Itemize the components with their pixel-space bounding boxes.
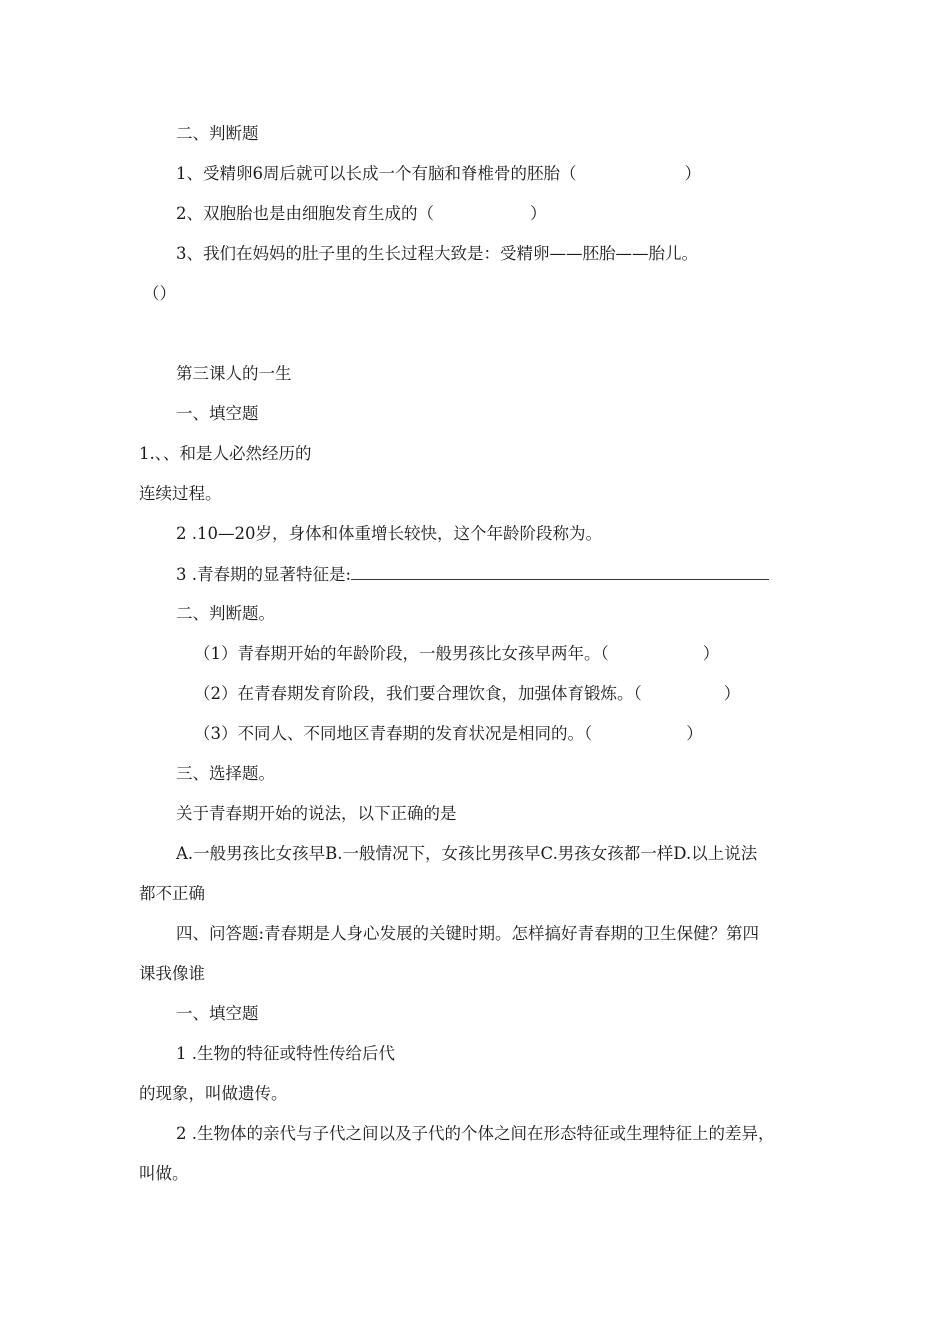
lesson4-fill-1b: 的现象，叫做遗传。 xyxy=(139,1084,288,1103)
judge-item-2-text: 2、双胞胎也是由细胞发育生成的（ xyxy=(176,204,434,223)
judge-item-2-close: ） xyxy=(530,204,547,223)
lesson4-fill-2b: 叫做。 xyxy=(139,1164,189,1183)
lesson3-judge-3-text: （3）不同人、不同地区青春期的发育状况是相同的。（ xyxy=(194,724,593,743)
lesson3-fill-heading: 一、填空题 xyxy=(176,404,259,423)
lesson3-judge-3-close: ） xyxy=(686,724,703,743)
judge-item-3: 3、我们在妈妈的肚子里的生长过程大致是：受精卵——胚胎——胎儿。 xyxy=(176,244,698,263)
lesson3-choice-question: 关于青春期开始的说法，以下正确的是 xyxy=(176,804,457,823)
lesson3-fill-1a: 1.、、和是人必然经历的 xyxy=(139,444,312,463)
lesson3-fill-3 xyxy=(176,563,769,586)
lesson4-fill-2a: 2 .生物体的亲代与子代之间以及子代的个体之间在形态特征或生理特征上的差异， xyxy=(176,1124,775,1143)
lesson3-fill-3-text: 3 .青春期的显著特征是: xyxy=(176,565,352,584)
judge-item-2 xyxy=(176,203,547,225)
judge-item-1 xyxy=(176,163,701,185)
lesson3-title: 第三课人的一生 xyxy=(176,364,292,383)
lesson3-qa-b: 课我像谁 xyxy=(139,964,205,983)
lesson3-judge-1 xyxy=(194,643,719,665)
lesson4-fill-1a: 1 .生物的特征或特性传给后代 xyxy=(176,1044,395,1063)
answer-blank-line xyxy=(351,563,769,580)
lesson3-choice-options-a: A.一般男孩比女孩早B.一般情况下，女孩比男孩早C.男孩女孩都一样D.以上说法 xyxy=(176,844,758,863)
lesson3-judge-2 xyxy=(194,683,740,705)
lesson3-fill-2: 2 .10—20岁，身体和体重增长较快，这个年龄阶段称为。 xyxy=(176,524,602,543)
lesson3-choice-options-b: 都不正确 xyxy=(139,884,205,903)
judge-item-1-text: 1、受精卵6周后就可以长成一个有脑和脊椎骨的胚胎（ xyxy=(176,164,577,183)
lesson3-judge-1-text: （1）青春期开始的年龄阶段，一般男孩比女孩早两年。（ xyxy=(194,644,609,663)
lesson3-qa-a: 四、问答题:青春期是人身心发展的关键时期。怎样搞好青春期的卫生保健？第四 xyxy=(176,924,760,943)
lesson3-choice-heading: 三、选择题。 xyxy=(176,764,275,783)
lesson3-judge-2-close: ） xyxy=(723,684,741,703)
lesson3-judge-heading: 二、判断题。 xyxy=(176,604,275,623)
judge-item-1-close: ） xyxy=(684,164,701,183)
lesson3-judge-3 xyxy=(194,723,703,745)
lesson3-fill-1b: 连续过程。 xyxy=(139,484,222,503)
answer-paren: （） xyxy=(143,284,176,303)
section-a-heading: 二、判断题 xyxy=(176,124,259,143)
lesson3-judge-1-close: ） xyxy=(702,644,720,663)
lesson4-fill-heading: 一、填空题 xyxy=(176,1004,259,1023)
lesson3-judge-2-text: （2）在青春期发育阶段，我们要合理饮食，加强体育锻炼。（ xyxy=(194,684,642,703)
